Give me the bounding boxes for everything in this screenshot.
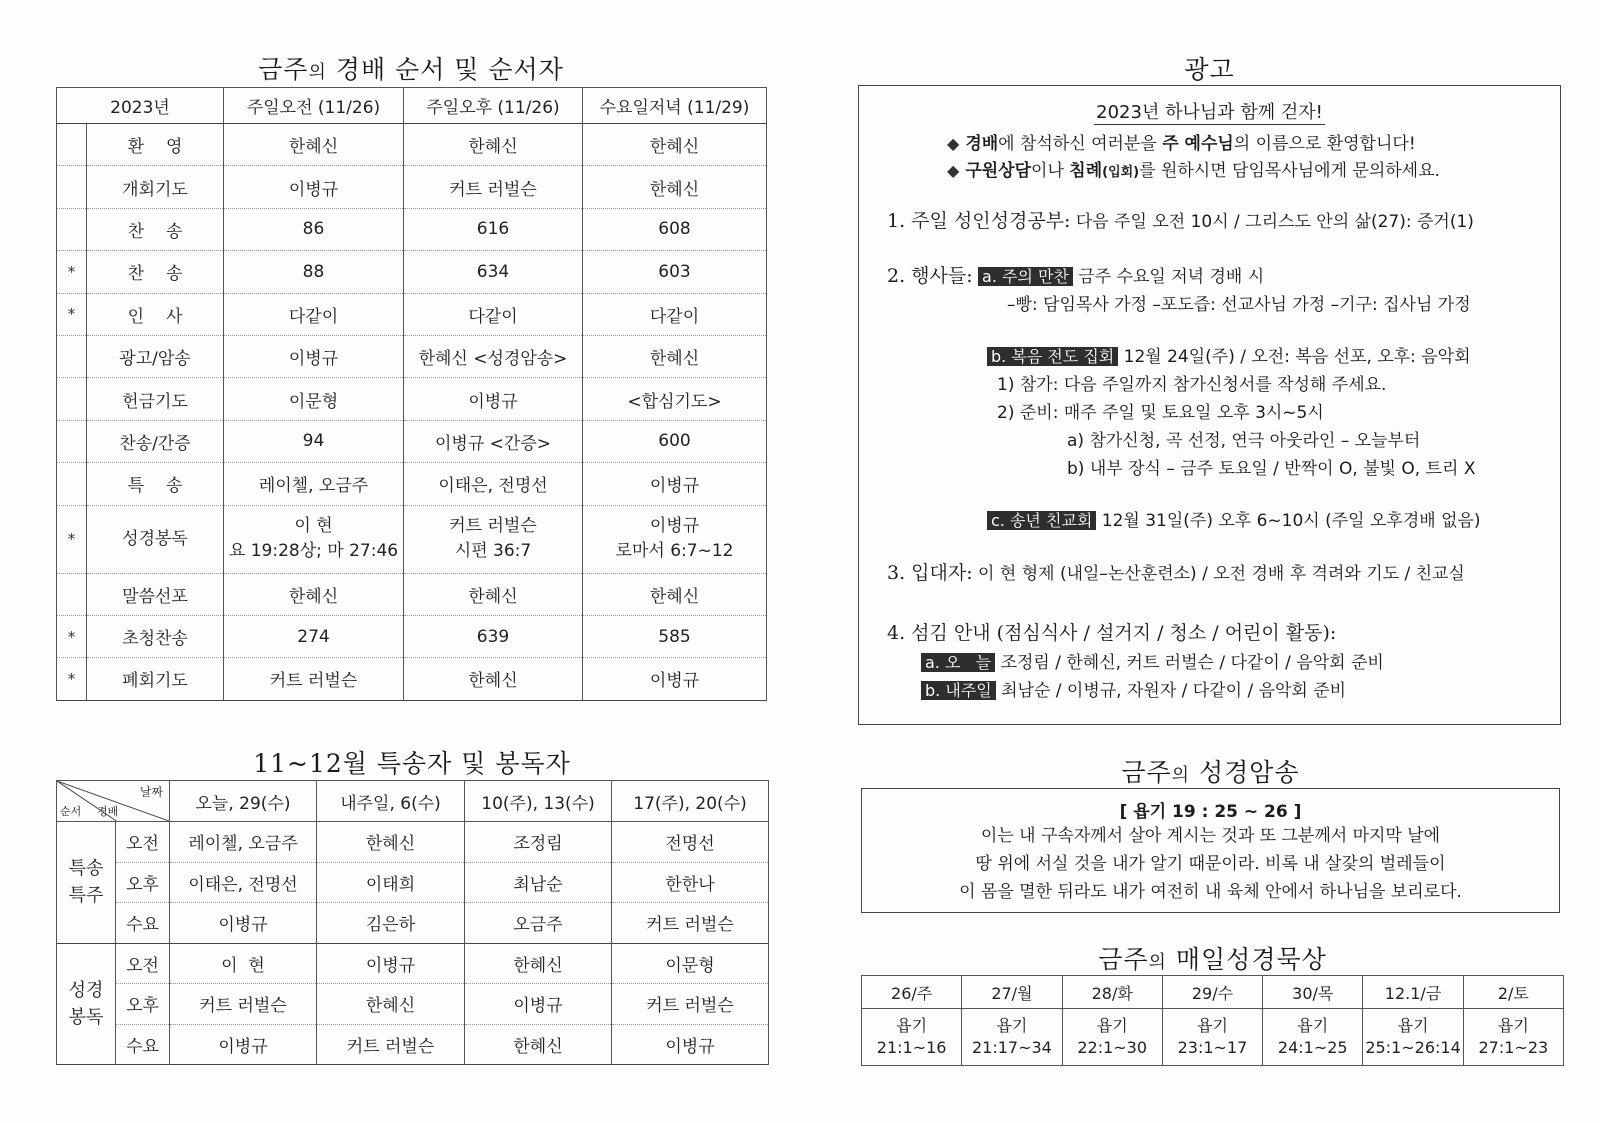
announcements-title: 광고 — [1184, 55, 1235, 84]
cell-morning: 이병규 — [224, 335, 404, 377]
reader-name: 이병규 — [649, 516, 700, 537]
schedule-cell: 커트 러벌슨 — [317, 1024, 465, 1065]
service-label: 오전 — [116, 822, 170, 863]
column-header-sunday-afternoon: 주일오후 (11/26) — [404, 88, 583, 124]
order-label: 폐회기도 — [87, 658, 224, 700]
table-row — [57, 124, 767, 166]
schedule-cell: 전명선 — [612, 822, 769, 863]
table-row — [57, 208, 767, 250]
schedule-cell: 이병규 — [170, 903, 317, 944]
cell-morning: 274 — [224, 615, 404, 657]
schedule-cell: 최남순 — [465, 862, 612, 903]
standing-marker — [57, 335, 87, 377]
schedule-cell: 한혜신 — [465, 943, 612, 984]
standing-marker — [57, 166, 87, 208]
standing-marker — [57, 208, 87, 250]
standing-marker — [57, 463, 87, 505]
daily-reading-table — [861, 975, 1564, 1066]
reading-cell: 욥기 23:1~17 — [1162, 1009, 1262, 1066]
evangelism-preparation: 2) 준비: 매주 주일 및 토요일 오후 3시~5시 — [997, 403, 1324, 423]
cell-afternoon: 한혜신 — [404, 573, 583, 615]
column-header-date: 내주일, 6(수) — [317, 781, 465, 822]
table-row — [57, 943, 769, 984]
cell-morning: 86 — [224, 208, 404, 250]
table-row — [57, 573, 767, 615]
table-row — [57, 1024, 769, 1065]
order-label: 찬송 — [87, 208, 224, 250]
order-label: 찬송/간증 — [87, 420, 224, 462]
event-tag-lords-supper: a. 주의 만찬 — [978, 267, 1073, 286]
table-row — [57, 903, 769, 944]
reading-cell: 욥기 25:1~26:14 — [1363, 1009, 1463, 1066]
service-label: 오후 — [116, 862, 170, 903]
reader-name: 이 현 — [294, 516, 333, 537]
cell-wednesday: 다같이 — [583, 293, 767, 335]
reading-cell: 욥기 21:17~34 — [962, 1009, 1062, 1066]
group-label-scripture-reading: 성경 봉독 — [57, 943, 116, 1065]
cell-wednesday: 한혜신 — [583, 335, 767, 377]
day-header: 30/목 — [1263, 976, 1363, 1009]
reading-cell: 욥기 24:1~25 — [1263, 1009, 1363, 1066]
announcement-item-enlistment: 3. 입대자: 이 현 형제 (내일–논산훈련소) / 오전 경배 후 격려와 기도 / 친교실 — [887, 562, 1465, 584]
service-label: 수요 — [116, 1024, 170, 1065]
day-header: 26/주 — [862, 976, 962, 1009]
order-label: 성경봉독 — [87, 505, 224, 573]
standing-marker: * — [57, 505, 87, 573]
corner-header — [57, 781, 170, 822]
cell-morning: 이병규 — [224, 166, 404, 208]
cell-morning: 한혜신 — [224, 124, 404, 166]
cell-morning: 레이첼, 오금주 — [224, 463, 404, 505]
announcement-item-service-duty: 4. 섬김 안내 (점심식사 / 설거지 / 청소 / 어린이 활동): — [887, 622, 1337, 644]
standing-marker: * — [57, 251, 87, 293]
scripture-reference: 시편 36:7 — [454, 541, 532, 562]
memory-verse-box — [861, 788, 1560, 913]
cell-wednesday: 한혜신 — [583, 124, 767, 166]
special-schedule-table — [56, 780, 769, 1065]
worship-order-table — [56, 87, 767, 701]
cell-afternoon: 한혜신 <성경암송> — [404, 335, 583, 377]
corner-label-service: 경배 — [97, 805, 119, 818]
verse-line: 땅 위에 서실 것을 내가 알기 때문이라. 비록 내 살갗의 벌레들이 — [975, 854, 1446, 874]
schedule-cell: 조정림 — [465, 822, 612, 863]
day-header: 28/화 — [1062, 976, 1162, 1009]
cell-wednesday: 한혜신 — [583, 573, 767, 615]
schedule-cell: 한혜신 — [317, 984, 465, 1025]
service-duty-next-week: b. 내주일 최남순 / 이병규, 자원자 / 다같이 / 음악회 준비 — [921, 676, 1346, 701]
schedule-cell: 이병규 — [465, 984, 612, 1025]
order-label: 말씀선포 — [87, 573, 224, 615]
evangelism-preparation-a: a) 참가신청, 곡 선정, 연극 아웃라인 – 오늘부터 — [1067, 431, 1421, 451]
diamond-bullet-icon: ◆ — [947, 134, 960, 153]
cell-afternoon — [404, 505, 583, 573]
cell-wednesday: <합심기도> — [583, 378, 767, 420]
schedule-cell: 이병규 — [317, 943, 465, 984]
cell-morning: 한혜신 — [224, 573, 404, 615]
table-row — [57, 658, 767, 700]
table-row — [862, 1009, 1564, 1066]
table-row — [57, 862, 769, 903]
scripture-reference: 요 19:28상; 마 27:46 — [228, 541, 399, 562]
service-label: 오전 — [116, 943, 170, 984]
schedule-cell: 레이첼, 오금주 — [170, 822, 317, 863]
schedule-cell: 김은하 — [317, 903, 465, 944]
schedule-cell: 커트 러벌슨 — [170, 984, 317, 1025]
day-header: 27/월 — [962, 976, 1062, 1009]
order-label: 개회기도 — [87, 166, 224, 208]
standing-marker — [57, 378, 87, 420]
yearly-motto: 2023년 하나님과 함께 걷자! — [1096, 102, 1323, 123]
schedule-cell: 이태희 — [317, 862, 465, 903]
cell-afternoon: 634 — [404, 251, 583, 293]
cell-afternoon: 다같이 — [404, 293, 583, 335]
event-tag-evangelism: b. 복음 전도 집회 — [987, 347, 1118, 366]
memory-verse-title: 금주의 성경암송 — [1121, 758, 1300, 787]
cell-afternoon: 커트 러벌슨 — [404, 166, 583, 208]
schedule-cell: 이병규 — [612, 1024, 769, 1065]
standing-marker — [57, 420, 87, 462]
day-header: 12.1/금 — [1363, 976, 1463, 1009]
cell-wednesday — [583, 505, 767, 573]
cell-morning: 커트 러벌슨 — [224, 658, 404, 700]
announcement-item-bible-study: 1. 주일 성인성경공부: 다음 주일 오전 10시 / 그리스도 안의 삶(27): 증거(1) — [887, 210, 1474, 232]
standing-marker — [57, 124, 87, 166]
scripture-reference: 로마서 6:7~12 — [615, 541, 734, 562]
service-label: 수요 — [116, 903, 170, 944]
table-row — [57, 335, 767, 377]
order-label: 찬송 — [87, 251, 224, 293]
cell-morning: 94 — [224, 420, 404, 462]
evangelism-preparation-b: b) 내부 장식 – 금주 토요일 / 반짝이 O, 불빛 O, 트리 X — [1067, 459, 1476, 479]
order-label: 특송 — [87, 463, 224, 505]
inquiry-line: ◆ 구원상담이나 침례(입회)를 원하시면 담임목사님에게 문의하세요. — [947, 161, 1440, 181]
cell-wednesday: 이병규 — [583, 658, 767, 700]
standing-marker — [57, 573, 87, 615]
schedule-cell: 이병규 — [170, 1024, 317, 1065]
group-label-special-song: 특송 특주 — [57, 822, 116, 944]
day-header: 29/수 — [1162, 976, 1262, 1009]
cell-afternoon: 한혜신 — [404, 124, 583, 166]
schedule-cell: 한혜신 — [465, 1024, 612, 1065]
column-header-date: 오늘, 29(수) — [170, 781, 317, 822]
evangelism-event-line: b. 복음 전도 집회 12월 24일(주) / 오전: 복음 선포, 오후: 음악회 — [987, 342, 1471, 367]
table-header-row — [862, 976, 1564, 1009]
announcement-item-events: 2. 행사들: a. 주의 만찬 금주 수요일 저녁 경배 시 — [887, 265, 1265, 287]
verse-reference: [ 욥기 19 : 25 ~ 26 ] — [1119, 802, 1302, 822]
order-label: 초청찬송 — [87, 615, 224, 657]
cell-morning: 이문형 — [224, 378, 404, 420]
cell-wednesday: 600 — [583, 420, 767, 462]
table-row — [57, 822, 769, 863]
table-row — [57, 251, 767, 293]
table-row — [57, 166, 767, 208]
verse-line: 이 몸을 멸한 뒤라도 내가 여전히 내 육체 안에서 하나님을 보리로다. — [959, 882, 1462, 902]
table-row — [57, 463, 767, 505]
reading-cell: 욥기 22:1~30 — [1062, 1009, 1162, 1066]
schedule-cell: 커트 러벌슨 — [612, 903, 769, 944]
duty-tag-next-week: b. 내주일 — [921, 681, 996, 700]
table-header-row — [57, 88, 767, 124]
standing-marker: * — [57, 658, 87, 700]
special-schedule-title: 11~12월 특송자 및 봉독자 — [253, 749, 571, 778]
cell-wednesday: 603 — [583, 251, 767, 293]
standing-marker: * — [57, 293, 87, 335]
evangelism-participation: 1) 참가: 다음 주일까지 참가신청서를 작성해 주세요. — [997, 375, 1387, 395]
order-label: 인사 — [87, 293, 224, 335]
order-label: 광고/암송 — [87, 335, 224, 377]
diamond-bullet-icon: ◆ — [947, 161, 960, 180]
column-header-wednesday-evening: 수요일저녁 (11/29) — [583, 88, 767, 124]
schedule-cell: 이 현 — [170, 943, 317, 984]
duty-tag-today: a. 오 늘 — [921, 653, 995, 672]
table-row — [57, 505, 767, 573]
cell-afternoon: 한혜신 — [404, 658, 583, 700]
cell-wednesday: 585 — [583, 615, 767, 657]
order-label: 환영 — [87, 124, 224, 166]
welcome-line: ◆ 경배에 참석하신 여러분을 주 예수님의 이름으로 환영합니다! — [947, 134, 1416, 154]
table-row — [57, 293, 767, 335]
cell-afternoon: 616 — [404, 208, 583, 250]
service-duty-today: a. 오 늘 조정림 / 한혜신, 커트 러벌슨 / 다같이 / 음악회 준비 — [921, 648, 1384, 673]
service-label: 오후 — [116, 984, 170, 1025]
reader-name: 커트 러벌슨 — [449, 516, 537, 537]
schedule-cell: 커트 러벌슨 — [612, 984, 769, 1025]
cell-wednesday: 한혜신 — [583, 166, 767, 208]
verse-line: 이는 내 구속자께서 살아 계시는 것과 또 그분께서 마지막 날에 — [980, 826, 1441, 846]
cell-wednesday: 이병규 — [583, 463, 767, 505]
corner-label-order: 순서 — [60, 805, 82, 818]
cell-morning: 다같이 — [224, 293, 404, 335]
cell-wednesday: 608 — [583, 208, 767, 250]
reading-cell: 욥기 27:1~23 — [1463, 1009, 1563, 1066]
reading-cell: 욥기 21:1~16 — [862, 1009, 962, 1066]
corner-label-date: 날짜 — [139, 785, 163, 799]
cell-afternoon: 이병규 — [404, 378, 583, 420]
schedule-cell: 한혜신 — [317, 822, 465, 863]
column-header-year: 2023년 — [57, 88, 224, 124]
cell-afternoon: 이병규 <간증> — [404, 420, 583, 462]
lords-supper-detail: –빵: 담임목사 가정 –포도즙: 선교사님 가정 –기구: 집사님 가정 — [1007, 295, 1471, 315]
cell-afternoon: 639 — [404, 615, 583, 657]
table-row — [57, 984, 769, 1025]
schedule-cell: 이문형 — [612, 943, 769, 984]
table-row — [57, 378, 767, 420]
schedule-cell: 이태은, 전명선 — [170, 862, 317, 903]
column-header-date: 17(주), 20(수) — [612, 781, 769, 822]
order-label: 헌금기도 — [87, 378, 224, 420]
column-header-date: 10(주), 13(수) — [465, 781, 612, 822]
announcements-box — [858, 85, 1561, 725]
table-row — [57, 420, 767, 462]
event-tag-year-end: c. 송년 친교회 — [987, 511, 1096, 530]
cell-morning — [224, 505, 404, 573]
schedule-cell: 한한나 — [612, 862, 769, 903]
table-header-row — [57, 781, 769, 822]
day-header: 2/토 — [1463, 976, 1563, 1009]
column-header-sunday-morning: 주일오전 (11/26) — [224, 88, 404, 124]
schedule-cell: 오금주 — [465, 903, 612, 944]
table-row — [57, 615, 767, 657]
cell-morning: 88 — [224, 251, 404, 293]
worship-order-title: 금주의 경배 순서 및 순서자 — [258, 55, 564, 84]
cell-afternoon: 이태은, 전명선 — [404, 463, 583, 505]
daily-reading-title: 금주의 매일성경묵상 — [1098, 945, 1327, 974]
standing-marker: * — [57, 615, 87, 657]
year-end-fellowship-line: c. 송년 친교회 12월 31일(주) 오후 6~10시 (주일 오후경배 없음) — [987, 506, 1481, 531]
